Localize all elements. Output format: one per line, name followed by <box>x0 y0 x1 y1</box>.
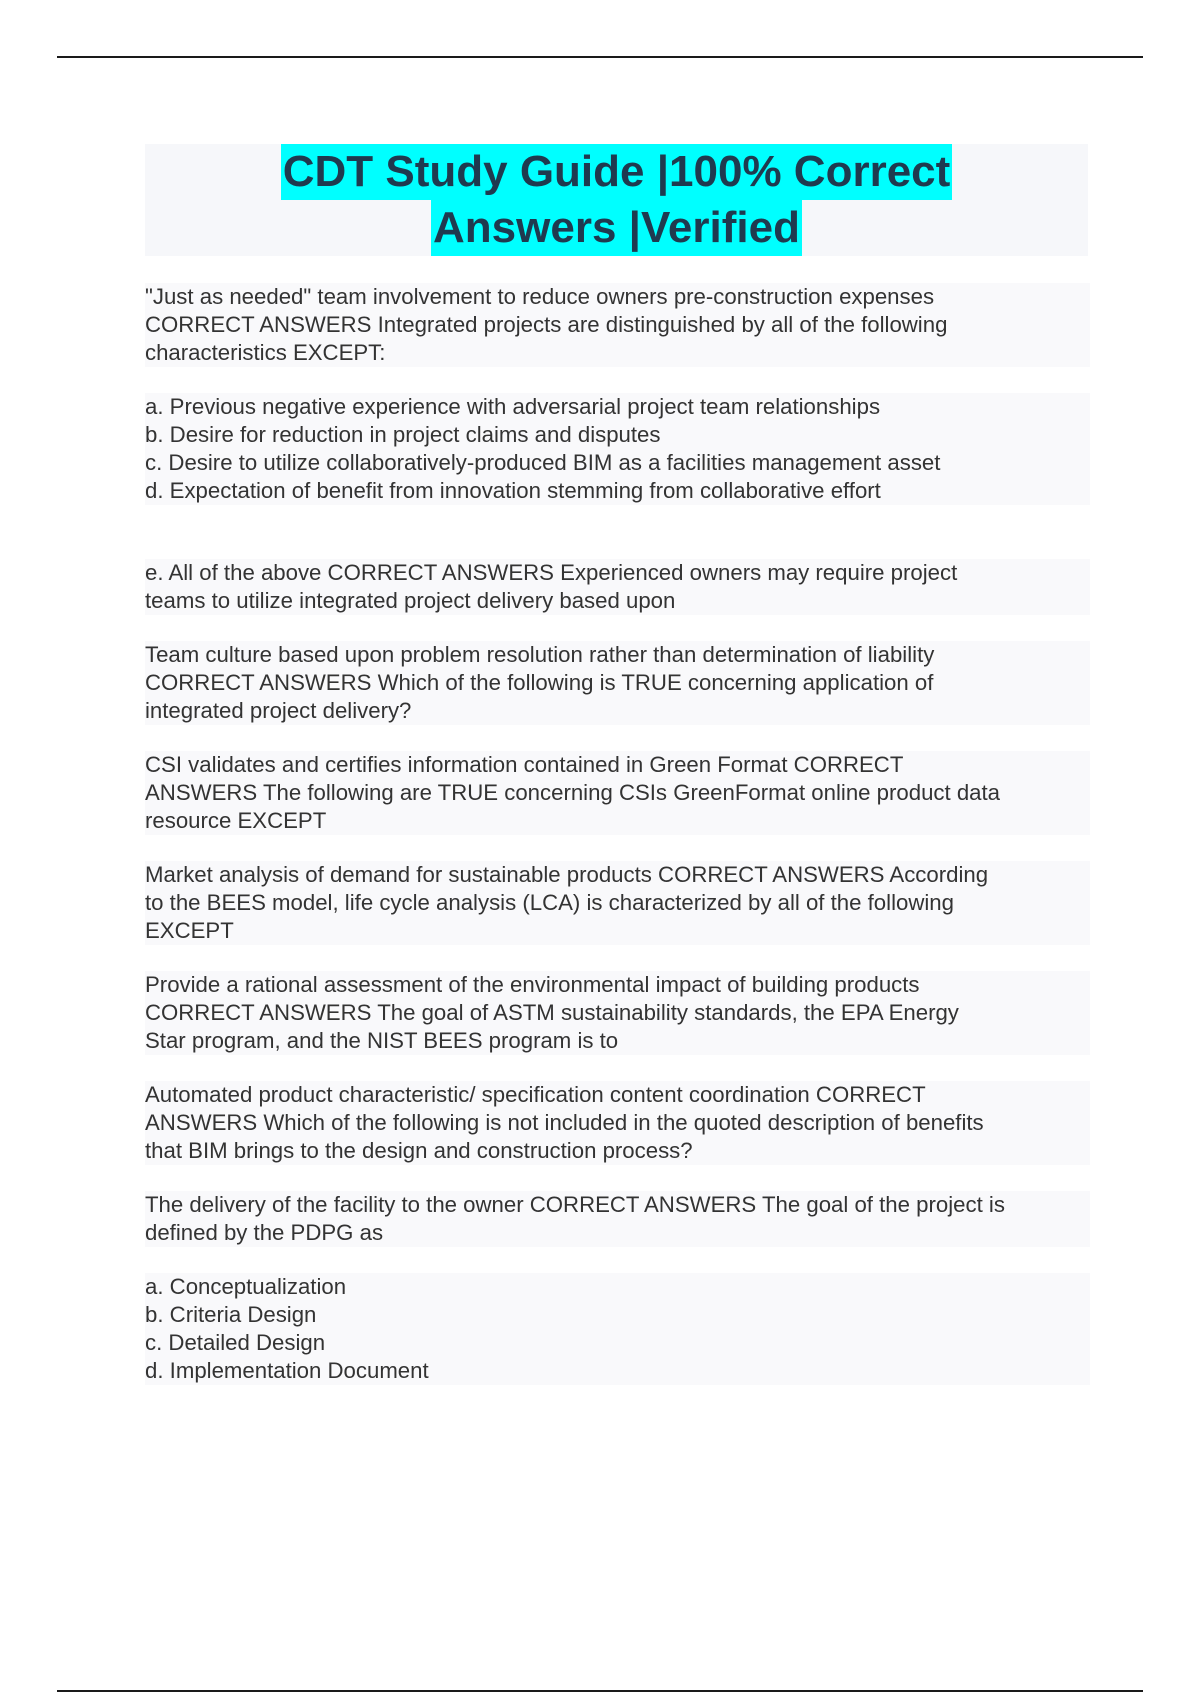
title-line-1: CDT Study Guide |100% Correct <box>281 144 953 200</box>
bottom-rule <box>57 1690 1143 1692</box>
option-item: b. Criteria Design <box>145 1302 317 1327</box>
title-line-2: Answers |Verified <box>431 200 802 256</box>
paragraph <box>145 861 1090 945</box>
paragraph <box>145 971 1090 1055</box>
text-line: Team culture based upon problem resolution rather than determination of liability <box>145 642 935 667</box>
paragraph <box>145 1191 1090 1247</box>
paragraph <box>145 283 1090 367</box>
text-line: teams to utilize integrated project delivery based upon <box>145 588 676 613</box>
paragraph <box>145 641 1090 725</box>
option-item: c. Desire to utilize collaboratively-produced BIM as a facilities management asset <box>145 450 941 475</box>
text-line: ANSWERS The following are TRUE concerning CSIs GreenFormat online product data <box>145 780 1001 805</box>
option-item: a. Previous negative experience with adversarial project team relationships <box>145 394 881 419</box>
text-line: Automated product characteristic/ specification content coordination CORRECT <box>145 1082 926 1107</box>
text-line: ANSWERS Which of the following is not included in the quoted description of benefits <box>145 1110 984 1135</box>
text-line: Star program, and the NIST BEES program is to <box>145 1028 619 1053</box>
text-line: defined by the PDPG as <box>145 1220 384 1245</box>
text-line: Provide a rational assessment of the environmental impact of building products <box>145 972 920 997</box>
text-line: EXCEPT <box>145 918 234 943</box>
text-line: to the BEES model, life cycle analysis (LCA) is characterized by all of the following <box>145 890 954 915</box>
option-item: a. Conceptualization <box>145 1274 347 1299</box>
text-line: that BIM brings to the design and construction process? <box>145 1138 693 1163</box>
text-line: "Just as needed" team involvement to reduce owners pre-construction expenses <box>145 284 935 309</box>
option-item: d. Implementation Document <box>145 1358 429 1383</box>
text-line: CORRECT ANSWERS The goal of ASTM sustainability standards, the EPA Energy <box>145 1000 959 1025</box>
paragraph <box>145 751 1090 835</box>
text-line: The delivery of the facility to the owner CORRECT ANSWERS The goal of the project is <box>145 1192 1005 1217</box>
text-line: integrated project delivery? <box>145 698 412 723</box>
option-list <box>145 393 1090 505</box>
text-line: CSI validates and certifies information contained in Green Format CORRECT <box>145 752 904 777</box>
paragraph <box>145 1081 1090 1165</box>
document-body <box>145 283 1090 1411</box>
text-line: CORRECT ANSWERS Which of the following is TRUE concerning application of <box>145 670 934 695</box>
top-rule <box>57 56 1143 58</box>
text-line: CORRECT ANSWERS Integrated projects are distinguished by all of the following <box>145 312 948 337</box>
text-line: characteristics EXCEPT: <box>145 340 386 365</box>
option-item: d. Expectation of benefit from innovation stemming from collaborative effort <box>145 478 881 503</box>
text-line: resource EXCEPT <box>145 808 327 833</box>
text-line: Market analysis of demand for sustainable products CORRECT ANSWERS According <box>145 862 989 887</box>
option-item: c. Detailed Design <box>145 1330 326 1355</box>
paragraph <box>145 559 1090 615</box>
option-list <box>145 1273 1090 1385</box>
text-line: e. All of the above CORRECT ANSWERS Experienced owners may require project <box>145 560 958 585</box>
document-title <box>145 144 1088 256</box>
option-item: b. Desire for reduction in project claims and disputes <box>145 422 661 447</box>
